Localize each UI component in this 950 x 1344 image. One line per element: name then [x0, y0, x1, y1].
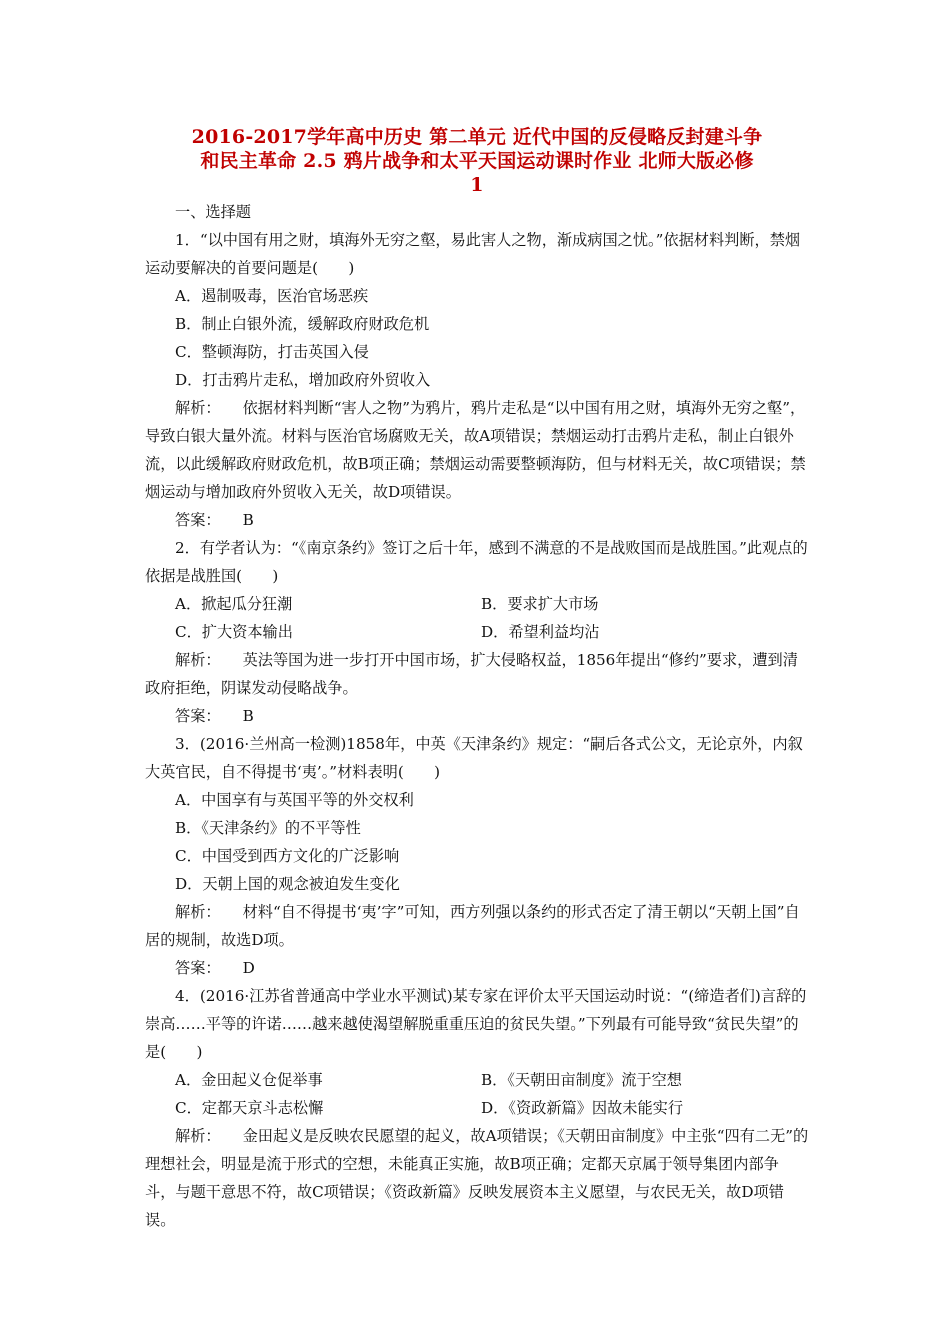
q4-analysis-text: 金田起义是反映农民愿望的起义，故A项错误；《天朝田亩制度》中主张“四有二无”的理想社会，明显是流于形式的空想，未能真正实施，故B项正确；定都天京属于领导集团内部争斗，与题干意思不符，故C项错误；《资政新篇》反映发展资本主义愿望，与农民无关，故D项错误。: [145, 1127, 809, 1229]
answer-label: 答案：: [175, 959, 221, 977]
q3-stem: 3．(2016·兰州高一检测)1858年，中英《天津条约》规定：“嗣后各式公文，无论京外，内叙大英官民，自不得提书‘夷’。”材料表明( ): [145, 735, 803, 781]
q4-stem: 4．(2016·江苏省普通高中学业水平测试)某专家在评价太平天国运动时说：“(缔造者们)言辞的崇高……平等的许诺……越来越使渴望解脱重重压迫的贫民失望。”下列最有可能导致“贫民失望”的是( ): [145, 987, 807, 1061]
q4-option-d: D．《资政新篇》因故未能实行: [481, 1099, 684, 1117]
q3-analysis-text: 材料“自不得提书‘夷’字”可知，西方列强以条约的形式否定了清王朝以“天朝上国”自居的规制，故选D项。: [145, 903, 800, 949]
title-line-2: 和民主革命 2.5 鸦片战争和太平天国运动课时作业 北师大版必修: [200, 150, 754, 172]
document-page: [145, 125, 809, 1234]
q2-option-b: B．要求扩大市场: [481, 595, 599, 613]
q3-answer: [145, 954, 809, 982]
q1-answer-value: B: [242, 511, 254, 529]
q4-analysis: [145, 1122, 809, 1234]
q2-option-a: A．掀起瓜分狂潮: [175, 595, 293, 613]
analysis-label: 解析：: [175, 399, 221, 417]
q4-option-c: C．定都天京斗志松懈: [175, 1099, 324, 1117]
q4-option-a: A．金田起义仓促举事: [175, 1071, 323, 1089]
q2-stem: 2．有学者认为：“《南京条约》签订之后十年，感到不满意的不是战败国而是战胜国。”此观点的依据是战胜国( ): [145, 539, 808, 585]
q3-analysis: [145, 898, 809, 954]
q2-options-row-1: [145, 590, 809, 618]
q4-options-row-1: [145, 1066, 809, 1094]
q3-answer-value: D: [242, 959, 255, 977]
q1-option-c: C．整顿海防，打击英国入侵: [175, 343, 369, 361]
q2-option-c: C．扩大资本输出: [175, 623, 293, 641]
q2-analysis-text: 英法等国为进一步打开中国市场，扩大侵略权益，1856年提出“修约”要求，遭到清政府拒绝，阴谋发动侵略战争。: [145, 651, 798, 697]
q4-options-row-2: [145, 1094, 809, 1122]
q4-option-b: B．《天朝田亩制度》流于空想: [481, 1071, 682, 1089]
q1-option-a: A．遏制吸毒，医治官场恶疾: [175, 287, 369, 305]
q1-analysis-text: 依据材料判断“害人之物”为鸦片，鸦片走私是“以中国有用之财，填海外无穷之壑”，导致白银大量外流。材料与医治官场腐败无关，故A项错误；禁烟运动打击鸦片走私，制止白银外流，以此缓解政府财政危机，故B项正确；禁烟运动需要整顿海防，但与材料无关，故C项错误；禁烟运动与增加政府外贸收入无关，故D项错误。: [145, 399, 806, 501]
q1-option-d: D．打击鸦片走私，增加政府外贸收入: [175, 371, 431, 389]
analysis-label: 解析：: [175, 651, 221, 669]
q1-analysis: [145, 394, 809, 506]
title-line-1: 2016-2017学年高中历史 第二单元 近代中国的反侵略反封建斗争: [191, 126, 763, 148]
q2-answer-value: B: [242, 707, 254, 725]
document-title: [135, 125, 819, 197]
analysis-label: 解析：: [175, 1127, 221, 1145]
answer-label: 答案：: [175, 707, 221, 725]
q3-option-b: B．《天津条约》的不平等性: [175, 819, 361, 837]
q1-stem: 1．“以中国有用之财，填海外无穷之壑，易此害人之物，渐成病国之忧。”依据材料判断，禁烟运动要解决的首要问题是( ): [145, 231, 801, 277]
analysis-label: 解析：: [175, 903, 221, 921]
q2-answer: [145, 702, 809, 730]
title-line-3: 1: [470, 174, 484, 196]
answer-label: 答案：: [175, 511, 221, 529]
q1-option-b: B．制止白银外流，缓解政府财政危机: [175, 315, 430, 333]
q3-option-d: D．天朝上国的观念被迫发生变化: [175, 875, 400, 893]
q3-option-a: A．中国享有与英国平等的外交权利: [175, 791, 414, 809]
q2-options-row-2: [145, 618, 809, 646]
section-heading: 一、选择题: [175, 203, 251, 221]
q2-analysis: [145, 646, 809, 702]
q1-answer: [145, 506, 809, 534]
q3-option-c: C．中国受到西方文化的广泛影响: [175, 847, 400, 865]
q2-option-d: D．希望利益均沾: [481, 623, 600, 641]
